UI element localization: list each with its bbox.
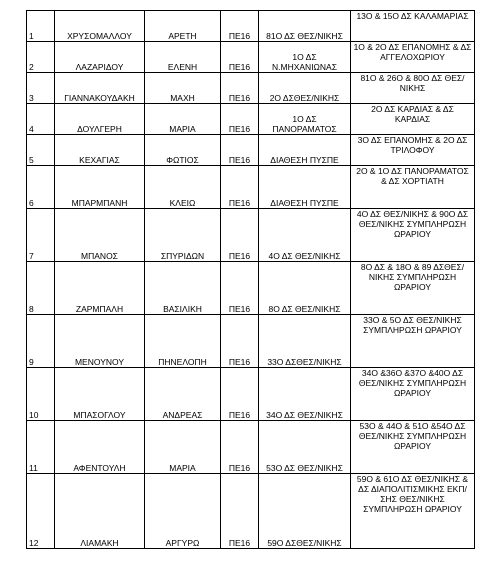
school-cell-text: 2Ο ΔΣΘΕΣ/ΝΙΚΗΣ [269, 93, 340, 103]
table-row [27, 73, 475, 104]
first-name-cell [145, 421, 221, 474]
destination-cell-text: 53Ο & 44Ο & 51Ο &54Ο ΔΣ ΘΕΣ/ΝΙΚΗΣ ΣΥΜΠΛΗΡΩΣΗ ΩΡΑΡΙΟΥ [358, 421, 467, 451]
destination-cell-text: 8Ο ΔΣ & 18Ο & 89 ΔΣΘΕΣ/ΝΙΚΗΣ ΣΥΜΠΛΗΡΩΣΗ ΩΡΑΡΙΟΥ [360, 262, 465, 292]
school-cell-text: ΔΙΑΘΕΣΗ ΠΥΣΠΕ [270, 198, 339, 208]
destination-cell [351, 42, 475, 73]
placements-table [26, 10, 475, 549]
row-number-text: 10 [29, 410, 39, 420]
first-name-cell-text: ΜΑΡΙΑ [169, 124, 196, 134]
school-cell [259, 104, 351, 135]
surname-cell-text: ΔΟΥΛΓΕΡΗ [77, 124, 122, 134]
first-name-cell [145, 73, 221, 104]
school-cell-text: 59Ο ΔΣΘΕΣ/ΝΙΚΗΣ [267, 538, 342, 548]
row-number [27, 104, 55, 135]
row-number-text: 8 [29, 304, 34, 314]
specialty-cell-text: ΠΕ16 [228, 251, 251, 261]
row-number-text: 12 [29, 538, 39, 548]
first-name-cell [145, 368, 221, 421]
row-number [27, 368, 55, 421]
first-name-cell-text: ΚΛΕΙΩ [169, 198, 196, 208]
destination-cell [351, 368, 475, 421]
first-name-cell [145, 209, 221, 262]
specialty-cell-text: ΠΕ16 [228, 538, 251, 548]
surname-cell-text: ΜΠΑΡΜΠΑΝΗ [71, 198, 128, 208]
destination-cell [351, 474, 475, 549]
row-number-text: 7 [29, 251, 34, 261]
destination-cell [351, 73, 475, 104]
school-cell [259, 11, 351, 42]
surname-cell [55, 42, 145, 73]
school-cell-text: 81Ο ΔΣ ΘΕΣ/ΝΙΚΗΣ [266, 31, 343, 41]
destination-cell-text: 81Ο & 26Ο & 80Ο ΔΣ ΘΕΣ/ΝΙΚΗΣ [360, 73, 465, 93]
school-cell [259, 262, 351, 315]
school-cell-text: 33Ο ΔΣΘΕΣ/ΝΙΚΗΣ [267, 357, 342, 367]
specialty-cell-text: ΠΕ16 [228, 463, 251, 473]
school-cell [259, 166, 351, 209]
school-cell-text: 8Ο ΔΣ ΘΕΣ/ΝΙΚΗΣ [268, 304, 341, 314]
surname-cell-text: ΛΑΖΑΡΙΔΟΥ [75, 62, 124, 72]
row-number-text: 3 [29, 93, 34, 103]
surname-cell-text: ΜΠΑΣΟΓΛΟΥ [73, 410, 126, 420]
first-name-cell [145, 104, 221, 135]
surname-cell-text: ΚΕΧΑΓΙΑΣ [79, 155, 120, 165]
table-row [27, 474, 475, 549]
first-name-cell-text: ΦΩΤΙΟΣ [166, 155, 199, 165]
first-name-cell-text: ΑΝΔΡΕΑΣ [162, 410, 203, 420]
table-row [27, 11, 475, 42]
specialty-cell-text: ΠΕ16 [228, 198, 251, 208]
first-name-cell-text: ΜΑΡΙΑ [169, 463, 196, 473]
surname-cell [55, 166, 145, 209]
specialty-cell [221, 474, 259, 549]
row-number [27, 209, 55, 262]
row-number-text: 6 [29, 198, 34, 208]
row-number [27, 73, 55, 104]
specialty-cell [221, 42, 259, 73]
destination-cell-text: 34Ο &36Ο &37Ο &40Ο ΔΣ ΘΕΣ/ΝΙΚΗΣ ΣΥΜΠΛΗΡΩΣΗ ΩΡΑΡΙΟΥ [358, 368, 467, 398]
destination-cell [351, 209, 475, 262]
school-cell [259, 73, 351, 104]
specialty-cell [221, 135, 259, 166]
row-number [27, 11, 55, 42]
surname-cell-text: ΜΕΝΟΥΝΟΥ [74, 357, 125, 367]
specialty-cell [221, 421, 259, 474]
table-body [27, 11, 475, 549]
school-cell [259, 42, 351, 73]
destination-cell [351, 104, 475, 135]
first-name-cell [145, 135, 221, 166]
specialty-cell [221, 166, 259, 209]
first-name-cell [145, 474, 221, 549]
specialty-cell [221, 104, 259, 135]
surname-cell [55, 421, 145, 474]
table-row [27, 42, 475, 73]
surname-cell-text: ΓΙΑΝΝΑΚΟΥΔΑΚΗ [64, 93, 135, 103]
specialty-cell-text: ΠΕ16 [228, 124, 251, 134]
surname-cell [55, 209, 145, 262]
specialty-cell-text: ΠΕ16 [228, 155, 251, 165]
specialty-cell [221, 368, 259, 421]
destination-cell [351, 166, 475, 209]
surname-cell-text: ΑΦΕΝΤΟΥΛΗ [73, 463, 126, 473]
row-number-text: 2 [29, 62, 34, 72]
surname-cell [55, 262, 145, 315]
table-row [27, 104, 475, 135]
first-name-cell-text: ΠΗΝΕΛΟΠΗ [158, 357, 207, 367]
school-cell [259, 368, 351, 421]
first-name-cell-text: ΕΛΕΝΗ [167, 62, 198, 72]
surname-cell [55, 474, 145, 549]
row-number-text: 5 [29, 155, 34, 165]
first-name-cell [145, 166, 221, 209]
school-cell [259, 209, 351, 262]
school-cell [259, 474, 351, 549]
row-number [27, 474, 55, 549]
destination-cell [351, 421, 475, 474]
table-row [27, 209, 475, 262]
school-cell-text: 1Ο ΔΣ Ν.ΜΗΧΑΝΙΩΝΑΣ [272, 52, 337, 72]
destination-cell [351, 262, 475, 315]
specialty-cell-text: ΠΕ16 [228, 357, 251, 367]
school-cell-text: 34Ο ΔΣ ΘΕΣ/ΝΙΚΗΣ [266, 410, 343, 420]
row-number-text: 4 [29, 124, 34, 134]
specialty-cell [221, 11, 259, 42]
first-name-cell-text: ΑΡΓΥΡΩ [165, 538, 200, 548]
destination-cell [351, 135, 475, 166]
school-cell [259, 135, 351, 166]
destination-cell-text: 13Ο & 15Ο ΔΣ ΚΑΛΑΜΑΡΙΑΣ [356, 11, 469, 21]
school-cell-text: 53Ο ΔΣ ΘΕΣ/ΝΙΚΗΣ [266, 463, 343, 473]
first-name-cell-text: ΜΑΧΗ [170, 93, 195, 103]
destination-cell [351, 11, 475, 42]
specialty-cell [221, 262, 259, 315]
specialty-cell-text: ΠΕ16 [228, 62, 251, 72]
destination-cell [351, 315, 475, 368]
destination-cell-text: 1Ο & 2Ο ΔΣ ΕΠΑΝΟΜΗΣ & ΔΣ ΑΓΓΕΛΟΧΩΡΙΟΥ [353, 42, 472, 62]
destination-cell-text: 4Ο ΔΣ ΘΕΣ/ΝΙΚΗΣ & 90Ο ΔΣ ΘΕΣ/ΝΙΚΗΣ ΣΥΜΠΛΗΡΩΣΗ ΩΡΑΡΙΟΥ [356, 209, 469, 239]
table-row [27, 262, 475, 315]
specialty-cell-text: ΠΕ16 [228, 31, 251, 41]
surname-cell-text: ΛΙΑΜΑΚΗ [80, 538, 119, 548]
school-cell-text: 4Ο ΔΣ ΘΕΣ/ΝΙΚΗΣ [268, 251, 341, 261]
row-number [27, 166, 55, 209]
specialty-cell [221, 315, 259, 368]
specialty-cell-text: ΠΕ16 [228, 410, 251, 420]
first-name-cell-text: ΑΡΕΤΗ [168, 31, 197, 41]
table-row [27, 315, 475, 368]
surname-cell [55, 11, 145, 42]
first-name-cell [145, 315, 221, 368]
surname-cell-text: ΜΠΑΝΟΣ [81, 251, 118, 261]
destination-cell-text: 59Ο & 61Ο ΔΣ ΘΕΣ/ΝΙΚΗΣ & ΔΣ ΔΙΑΠΟΛΙΤΙΣΜΙΚΗΣ ΕΚΠ/ΣΗΣ ΘΕΣ/ΝΙΚΗΣ ΣΥΜΠΛΗΡΩΣΗ ΩΡΑΡΙΟΥ [356, 474, 469, 514]
row-number [27, 421, 55, 474]
destination-cell-text: 2Ο & 1Ο ΔΣ ΠΑΝΟΡΑΜΑΤΟΣ & ΔΣ ΧΟΡΤΙΑΤΗ [356, 166, 469, 186]
first-name-cell [145, 11, 221, 42]
school-cell-text: ΔΙΑΘΕΣΗ ΠΥΣΠΕ [270, 155, 339, 165]
specialty-cell-text: ΠΕ16 [228, 304, 251, 314]
table-row [27, 166, 475, 209]
surname-cell [55, 135, 145, 166]
specialty-cell-text: ΠΕ16 [228, 93, 251, 103]
first-name-cell-text: ΣΠΥΡΙΔΩΝ [160, 251, 205, 261]
row-number [27, 262, 55, 315]
surname-cell-text: ΖΑΡΜΠΑΛΗ [75, 304, 124, 314]
table-row [27, 368, 475, 421]
table-row [27, 135, 475, 166]
school-cell-text: 1Ο ΔΣ ΠΑΝΟΡΑΜΑΤΟΣ [272, 114, 337, 134]
first-name-cell [145, 262, 221, 315]
surname-cell [55, 368, 145, 421]
school-cell [259, 315, 351, 368]
row-number-text: 11 [29, 463, 38, 473]
destination-cell-text: 2Ο ΔΣ ΚΑΡΔΙΑΣ & ΔΣ ΚΑΡΔΙΑΣ [371, 104, 454, 124]
row-number [27, 42, 55, 73]
surname-cell [55, 104, 145, 135]
destination-cell-text: 3Ο ΔΣ ΕΠΑΝΟΜΗΣ & 2Ο ΔΣ ΤΡΙΛΟΦΟΥ [357, 135, 468, 155]
row-number-text: 1 [29, 31, 34, 41]
table-row [27, 421, 475, 474]
surname-cell [55, 73, 145, 104]
surname-cell-text: ΧΡΥΣΟΜΑΛΛΟΥ [67, 31, 132, 41]
destination-cell-text: 33Ο & 5Ο ΔΣ ΘΕΣ/ΝΙΚΗΣ ΣΥΜΠΛΗΡΩΣΗ ΩΡΑΡΙΟΥ [363, 315, 462, 335]
first-name-cell [145, 42, 221, 73]
school-cell [259, 421, 351, 474]
row-number-text: 9 [29, 357, 34, 367]
first-name-cell-text: ΒΑΣΙΛΙΚΗ [163, 304, 202, 314]
specialty-cell [221, 209, 259, 262]
surname-cell [55, 315, 145, 368]
row-number [27, 315, 55, 368]
row-number [27, 135, 55, 166]
specialty-cell [221, 73, 259, 104]
